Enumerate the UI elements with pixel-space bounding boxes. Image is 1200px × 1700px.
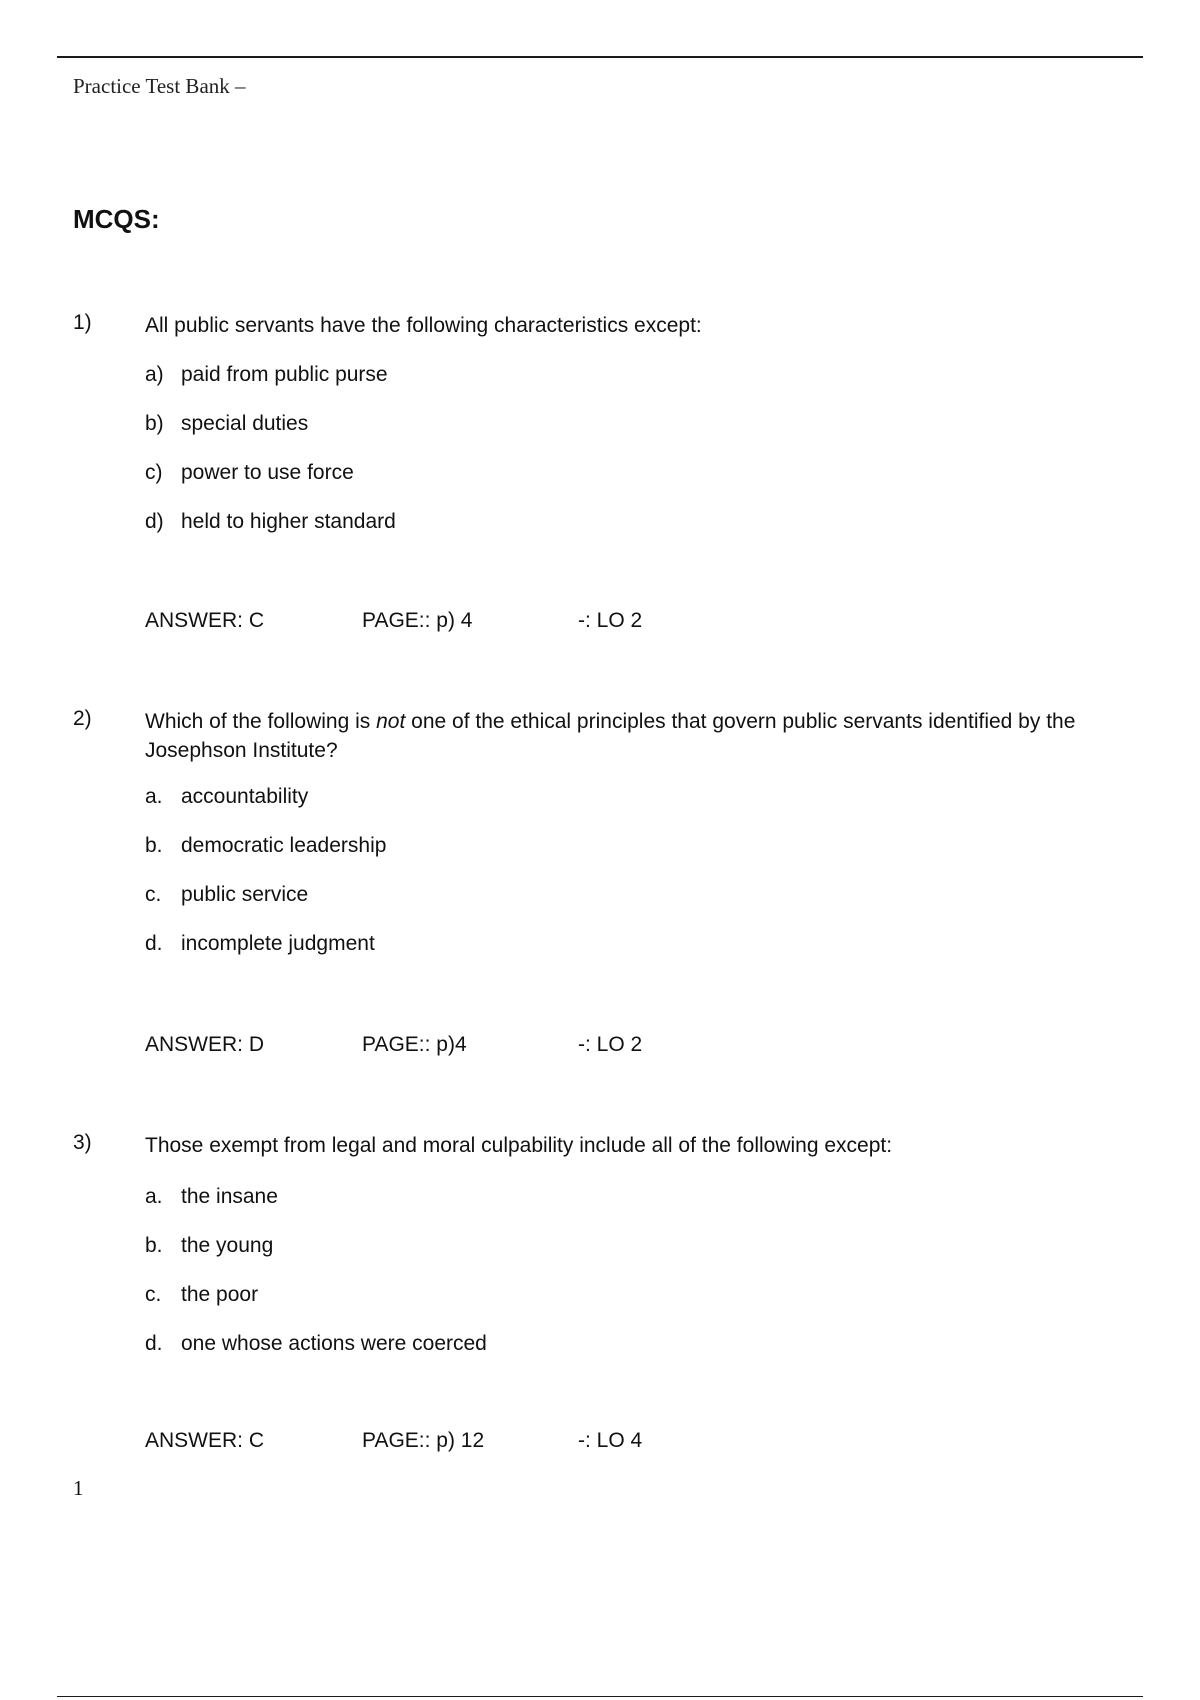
option-letter: a) xyxy=(145,363,164,386)
option-text: democratic leadership xyxy=(181,834,387,857)
option-b xyxy=(145,831,1133,860)
option-letter: b. xyxy=(145,1234,163,1257)
section-title: MCQS: xyxy=(73,204,160,234)
option-letter: c. xyxy=(145,883,162,906)
option-letter: b) xyxy=(145,412,164,435)
question-number: 3) xyxy=(73,1131,92,1154)
option-text: the poor xyxy=(181,1283,259,1306)
option-letter: c) xyxy=(145,461,163,484)
option-c xyxy=(145,880,1133,909)
option-a xyxy=(145,1182,1133,1211)
option-text: public service xyxy=(181,883,309,906)
running-header: Practice Test Bank – xyxy=(73,74,246,98)
option-b xyxy=(145,1231,1133,1260)
option-a xyxy=(145,782,1133,811)
option-c xyxy=(145,458,1133,487)
option-text: the insane xyxy=(181,1185,278,1208)
option-d xyxy=(145,929,1133,958)
learning-objective: -: LO 2 xyxy=(578,609,643,632)
question-text: Those exempt from legal and moral culpability include all of the following except: xyxy=(145,1134,893,1157)
option-d xyxy=(145,1329,1133,1358)
answer-key: ANSWER: C xyxy=(145,1429,265,1452)
page-reference: PAGE:: p)4 xyxy=(362,1033,467,1056)
learning-objective: -: LO 4 xyxy=(578,1429,643,1452)
question-1 xyxy=(73,311,1133,632)
question-number: 1) xyxy=(73,311,92,334)
learning-objective: -: LO 2 xyxy=(578,1033,643,1056)
option-letter: a. xyxy=(145,1185,163,1208)
option-text: held to higher standard xyxy=(181,510,396,533)
question-text: All public servants have the following characteristics except: xyxy=(145,314,702,337)
option-text: incomplete judgment xyxy=(181,932,375,955)
option-b xyxy=(145,409,1133,438)
question-3 xyxy=(73,1131,1133,1452)
option-d xyxy=(145,507,1133,536)
option-letter: c. xyxy=(145,1283,162,1306)
option-letter: b. xyxy=(145,834,163,857)
option-a xyxy=(145,360,1133,389)
option-text: one whose actions were coerced xyxy=(181,1332,487,1355)
option-letter: d) xyxy=(145,510,164,533)
option-letter: d. xyxy=(145,1332,163,1355)
option-letter: a. xyxy=(145,785,163,808)
answer-key: ANSWER: C xyxy=(145,609,265,632)
answer-key: ANSWER: D xyxy=(145,1033,265,1056)
option-letter: d. xyxy=(145,932,163,955)
option-text: paid from public purse xyxy=(181,363,388,386)
option-text: special duties xyxy=(181,412,309,435)
option-list xyxy=(145,1182,1133,1358)
option-text: accountability xyxy=(181,785,309,808)
option-text: the young xyxy=(181,1234,274,1257)
option-c xyxy=(145,1280,1133,1309)
page-reference: PAGE:: p) 4 xyxy=(362,609,473,632)
question-text: Which of the following is not one of the ethical principles that govern public servants identified by the Josephson Institute? xyxy=(145,710,1076,762)
page-number: 1 xyxy=(73,1476,84,1500)
page-reference: PAGE:: p) 12 xyxy=(362,1429,485,1452)
option-list xyxy=(145,782,1133,958)
question-number: 2) xyxy=(73,707,92,730)
question-2 xyxy=(73,707,1133,1056)
option-text: power to use force xyxy=(181,461,354,484)
option-list xyxy=(145,360,1133,536)
bottom-rule xyxy=(57,1696,1143,1697)
top-rule xyxy=(57,56,1143,58)
